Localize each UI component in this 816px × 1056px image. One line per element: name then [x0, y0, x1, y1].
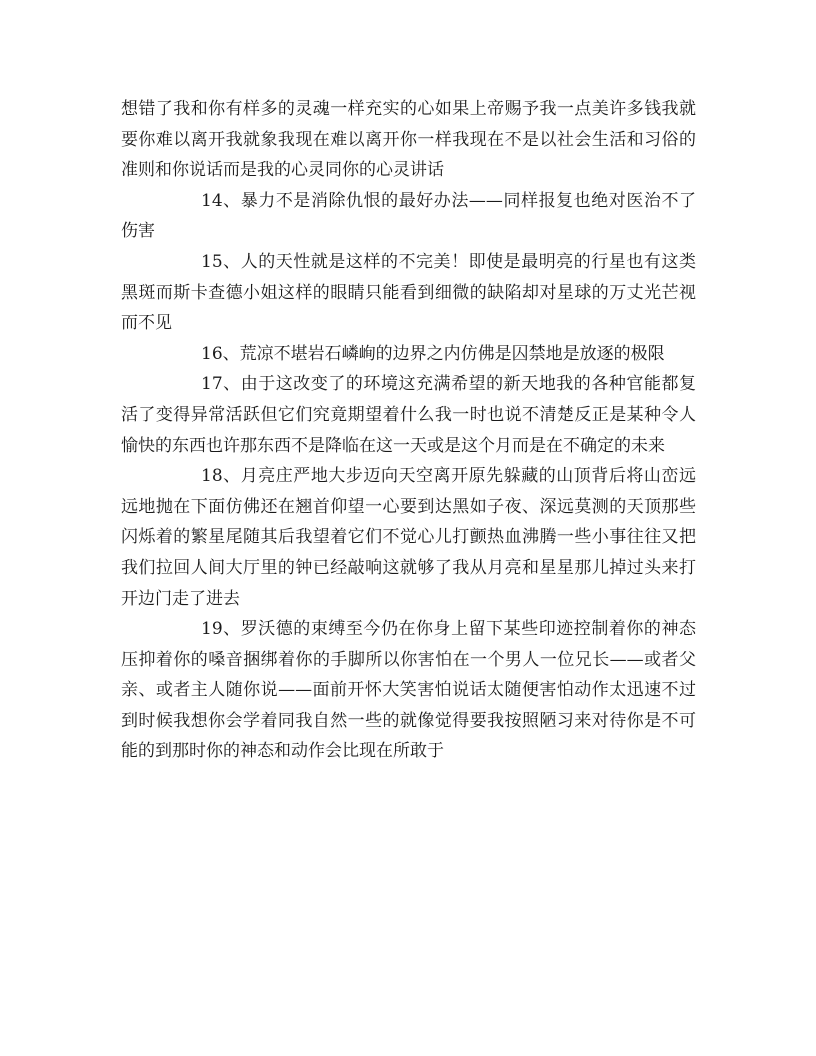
- body-text: [121, 94, 696, 767]
- paragraph-16: 16、荒凉不堪岩石嶙峋的边界之内仿佛是囚禁地是放逐的极限: [201, 343, 665, 364]
- paragraph-19: 19、罗沃德的束缚至今仍在你身上留下某些印迹控制着你的神态压抑着你的嗓音捆绑着你的手脚所以你害怕在一个男人一位兄长——或者父亲、或者主人随你说——面前开怀大笑害怕说话太随便害怕动作太迅速不过到时候我想你会学着同我自然一些的就像觉得要我按照陋习来对待你是不可能的到那时你的神态和动作会比现在所敢于: [121, 619, 696, 762]
- paragraph-continued: 想错了我和你有样多的灵魂一样充实的心如果上帝赐予我一点美许多钱我就要你难以离开我就象我现在难以离开你一样我现在不是以社会生活和习俗的准则和你说话而是我的心灵同你的心灵讲话: [121, 99, 696, 181]
- paragraph-14: 14、暴力不是消除仇恨的最好办法——同样报复也绝对医治不了伤害: [121, 190, 696, 242]
- paragraph-15: 15、人的天性就是这样的不完美！即使是最明亮的行星也有这类黑斑而斯卡查德小姐这样的眼睛只能看到细微的缺陷却对星球的万丈光芒视而不见: [121, 251, 696, 334]
- paragraph-17: 17、由于这改变了的环境这充满希望的新天地我的各种官能都复活了变得异常活跃但它们究竟期望着什么我一时也说不清楚反正是某种令人愉快的东西也许那东西不是降临在这一天或是这个月而是在不确定的未来: [121, 374, 696, 456]
- paragraph-18: 18、月亮庄严地大步迈向天空离开原先躲藏的山顶背后将山峦远远地抛在下面仿佛还在翘首仰望一心要到达黑如子夜、深远莫测的天顶那些闪烁着的繁星尾随其后我望着它们不觉心儿打颤热血沸腾一些小事往往又把我们拉回人间大厅里的钟已经敲响这就够了我从月亮和星星那儿掉过头来打开边门走了进去: [121, 466, 696, 609]
